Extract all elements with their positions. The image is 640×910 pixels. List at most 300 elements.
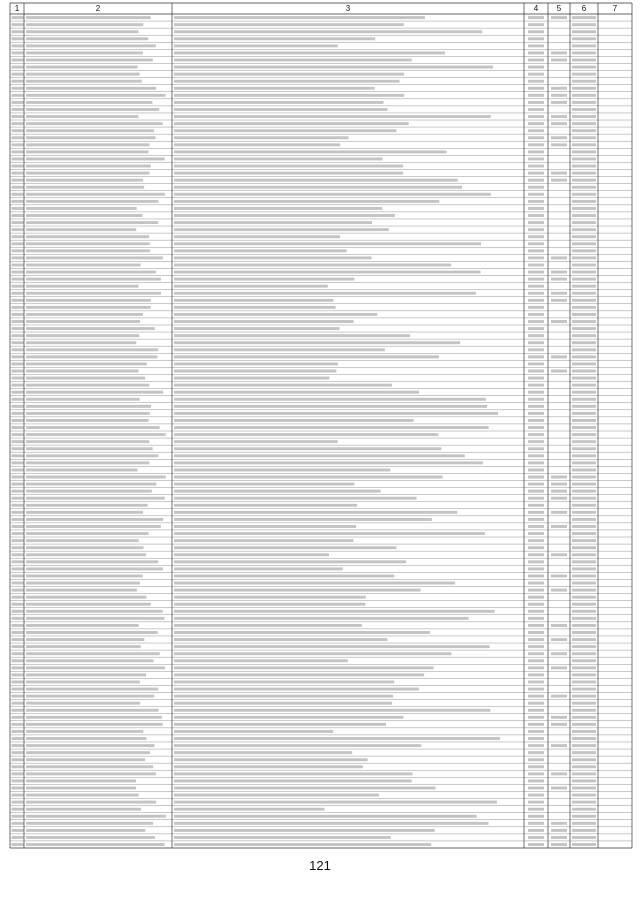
cell-text-placeholder: [26, 518, 163, 521]
cell-text-placeholder: [572, 419, 596, 422]
cell-text-placeholder: [26, 723, 163, 726]
cell-text-placeholder: [26, 377, 145, 380]
cell-text-placeholder: [12, 808, 24, 811]
cell-text-placeholder: [528, 384, 544, 387]
cell-text-placeholder: [174, 779, 412, 782]
cell-text-placeholder: [528, 334, 544, 337]
cell-text-placeholder: [551, 638, 567, 641]
cell-text-placeholder: [572, 794, 596, 797]
cell-text-placeholder: [572, 16, 596, 19]
cell-text-placeholder: [528, 490, 544, 493]
cell-text-placeholder: [12, 723, 24, 726]
cell-text-placeholder: [12, 101, 24, 104]
cell-text-placeholder: [12, 157, 24, 160]
cell-text-placeholder: [572, 271, 596, 274]
cell-text-placeholder: [174, 652, 451, 655]
cell-text-placeholder: [572, 758, 596, 761]
cell-text-placeholder: [26, 391, 163, 394]
cell-text-placeholder: [174, 582, 455, 585]
cell-text-placeholder: [528, 589, 544, 592]
cell-text-placeholder: [572, 172, 596, 175]
cell-text-placeholder: [528, 497, 544, 500]
cell-text-placeholder: [174, 624, 362, 627]
cell-text-placeholder: [12, 200, 24, 203]
cell-text-placeholder: [12, 645, 24, 648]
cell-text-placeholder: [551, 744, 567, 747]
cell-text-placeholder: [26, 370, 138, 373]
cell-text-placeholder: [26, 589, 137, 592]
cell-text-placeholder: [572, 829, 596, 832]
cell-text-placeholder: [174, 638, 387, 641]
cell-text-placeholder: [26, 511, 143, 514]
cell-text-placeholder: [12, 673, 24, 676]
cell-text-placeholder: [528, 744, 544, 747]
cell-text-placeholder: [26, 214, 142, 217]
cell-text-placeholder: [174, 709, 490, 712]
cell-text-placeholder: [572, 398, 596, 401]
cell-text-placeholder: [572, 815, 596, 818]
cell-text-placeholder: [572, 695, 596, 698]
cell-text-placeholder: [572, 617, 596, 620]
cell-text-placeholder: [528, 673, 544, 676]
cell-text-placeholder: [174, 610, 495, 613]
cell-text-placeholder: [572, 108, 596, 111]
cell-text-placeholder: [174, 765, 363, 768]
cell-text-placeholder: [528, 638, 544, 641]
cell-text-placeholder: [174, 377, 329, 380]
cell-text-placeholder: [26, 645, 141, 648]
cell-text-placeholder: [528, 610, 544, 613]
cell-text-placeholder: [174, 172, 403, 175]
cell-text-placeholder: [26, 483, 156, 486]
cell-text-placeholder: [572, 624, 596, 627]
cell-text-placeholder: [528, 313, 544, 316]
cell-text-placeholder: [528, 242, 544, 245]
cell-text-placeholder: [12, 306, 24, 309]
cell-text-placeholder: [551, 511, 567, 514]
cell-text-placeholder: [572, 101, 596, 104]
cell-text-placeholder: [528, 440, 544, 443]
cell-text-placeholder: [572, 680, 596, 683]
cell-text-placeholder: [528, 348, 544, 351]
cell-text-placeholder: [528, 419, 544, 422]
cell-text-placeholder: [12, 165, 24, 168]
cell-text-placeholder: [26, 87, 156, 90]
cell-text-placeholder: [572, 709, 596, 712]
cell-text-placeholder: [528, 645, 544, 648]
cell-text-placeholder: [174, 235, 340, 238]
cell-text-placeholder: [12, 377, 24, 380]
cell-text-placeholder: [174, 617, 468, 620]
cell-text-placeholder: [12, 362, 24, 365]
cell-text-placeholder: [12, 468, 24, 471]
cell-text-placeholder: [528, 511, 544, 514]
header-col-6: 6: [581, 4, 587, 13]
cell-text-placeholder: [572, 80, 596, 83]
cell-text-placeholder: [26, 221, 158, 224]
cell-text-placeholder: [174, 815, 477, 818]
cell-text-placeholder: [174, 115, 491, 118]
cell-text-placeholder: [528, 143, 544, 146]
cell-text-placeholder: [26, 186, 144, 189]
cell-text-placeholder: [26, 582, 140, 585]
cell-text-placeholder: [174, 829, 435, 832]
cell-text-placeholder: [26, 815, 166, 818]
cell-text-placeholder: [174, 136, 348, 139]
cell-text-placeholder: [12, 73, 24, 76]
cell-text-placeholder: [572, 150, 596, 153]
cell-text-placeholder: [12, 702, 24, 705]
cell-text-placeholder: [528, 278, 544, 281]
cell-text-placeholder: [572, 51, 596, 54]
cell-text-placeholder: [551, 822, 567, 825]
header-col-7: 7: [612, 4, 618, 13]
cell-text-placeholder: [528, 709, 544, 712]
cell-text-placeholder: [174, 370, 336, 373]
cell-text-placeholder: [572, 518, 596, 521]
cell-text-placeholder: [174, 23, 404, 26]
cell-text-placeholder: [174, 525, 356, 528]
cell-text-placeholder: [528, 235, 544, 238]
cell-text-placeholder: [572, 447, 596, 450]
cell-text-placeholder: [572, 66, 596, 69]
cell-text-placeholder: [26, 631, 158, 634]
cell-text-placeholder: [572, 765, 596, 768]
cell-text-placeholder: [551, 695, 567, 698]
cell-text-placeholder: [26, 334, 139, 337]
cell-text-placeholder: [174, 504, 357, 507]
cell-text-placeholder: [12, 688, 24, 691]
cell-text-placeholder: [572, 716, 596, 719]
cell-text-placeholder: [174, 221, 372, 224]
cell-text-placeholder: [572, 645, 596, 648]
cell-text-placeholder: [572, 483, 596, 486]
cell-text-placeholder: [26, 617, 164, 620]
cell-text-placeholder: [26, 454, 159, 457]
cell-text-placeholder: [26, 574, 143, 577]
cell-text-placeholder: [174, 228, 389, 231]
cell-text-placeholder: [174, 214, 395, 217]
cell-text-placeholder: [528, 179, 544, 182]
cell-text-placeholder: [26, 150, 148, 153]
cell-text-placeholder: [551, 172, 567, 175]
cell-text-placeholder: [572, 143, 596, 146]
cell-text-placeholder: [174, 242, 481, 245]
cell-text-placeholder: [12, 150, 24, 153]
cell-text-placeholder: [572, 377, 596, 380]
cell-text-placeholder: [26, 490, 152, 493]
cell-text-placeholder: [572, 532, 596, 535]
cell-text-placeholder: [551, 87, 567, 90]
cell-text-placeholder: [528, 172, 544, 175]
cell-text-placeholder: [26, 666, 165, 669]
cell-text-placeholder: [26, 751, 150, 754]
cell-text-placeholder: [174, 200, 439, 203]
cell-text-placeholder: [12, 80, 24, 83]
cell-text-placeholder: [528, 603, 544, 606]
cell-text-placeholder: [174, 87, 375, 90]
cell-text-placeholder: [572, 666, 596, 669]
cell-text-placeholder: [12, 751, 24, 754]
cell-text-placeholder: [26, 794, 139, 797]
cell-text-placeholder: [26, 278, 161, 281]
cell-text-placeholder: [572, 412, 596, 415]
cell-text-placeholder: [528, 292, 544, 295]
cell-text-placeholder: [12, 59, 24, 62]
cell-text-placeholder: [572, 214, 596, 217]
cell-text-placeholder: [12, 122, 24, 125]
cell-text-placeholder: [528, 59, 544, 62]
cell-text-placeholder: [174, 567, 343, 570]
cell-text-placeholder: [174, 412, 498, 415]
cell-text-placeholder: [572, 30, 596, 33]
cell-text-placeholder: [572, 560, 596, 563]
cell-text-placeholder: [528, 546, 544, 549]
cell-text-placeholder: [174, 836, 391, 839]
cell-text-placeholder: [174, 320, 354, 323]
cell-text-placeholder: [528, 772, 544, 775]
cell-text-placeholder: [528, 779, 544, 782]
cell-text-placeholder: [528, 483, 544, 486]
cell-text-placeholder: [26, 638, 144, 641]
cell-text-placeholder: [174, 285, 328, 288]
cell-text-placeholder: [26, 673, 146, 676]
cell-text-placeholder: [572, 822, 596, 825]
cell-text-placeholder: [572, 461, 596, 464]
cell-text-placeholder: [572, 673, 596, 676]
cell-text-placeholder: [572, 744, 596, 747]
cell-text-placeholder: [551, 525, 567, 528]
cell-text-placeholder: [551, 589, 567, 592]
cell-text-placeholder: [26, 560, 158, 563]
cell-text-placeholder: [12, 440, 24, 443]
cell-text-placeholder: [12, 567, 24, 570]
cell-text-placeholder: [572, 186, 596, 189]
cell-text-placeholder: [174, 511, 457, 514]
cell-text-placeholder: [572, 539, 596, 542]
cell-text-placeholder: [528, 454, 544, 457]
cell-text-placeholder: [12, 299, 24, 302]
cell-text-placeholder: [12, 652, 24, 655]
cell-text-placeholder: [26, 426, 160, 429]
cell-text-placeholder: [572, 843, 596, 846]
cell-text-placeholder: [528, 228, 544, 231]
cell-text-placeholder: [528, 426, 544, 429]
cell-text-placeholder: [174, 405, 487, 408]
cell-text-placeholder: [26, 779, 136, 782]
cell-text-placeholder: [174, 702, 392, 705]
cell-text-placeholder: [572, 278, 596, 281]
cell-text-placeholder: [12, 66, 24, 69]
cell-text-placeholder: [26, 136, 156, 139]
cell-text-placeholder: [12, 271, 24, 274]
cell-text-placeholder: [12, 193, 24, 196]
cell-text-placeholder: [26, 44, 156, 47]
cell-text-placeholder: [26, 249, 150, 252]
cell-text-placeholder: [12, 186, 24, 189]
cell-text-placeholder: [572, 115, 596, 118]
cell-text-placeholder: [551, 843, 567, 846]
cell-text-placeholder: [528, 16, 544, 19]
cell-text-placeholder: [26, 129, 154, 132]
cell-text-placeholder: [26, 271, 156, 274]
cell-text-placeholder: [551, 355, 567, 358]
cell-text-placeholder: [572, 87, 596, 90]
cell-text-placeholder: [572, 355, 596, 358]
cell-text-placeholder: [12, 136, 24, 139]
cell-text-placeholder: [528, 271, 544, 274]
cell-text-placeholder: [528, 122, 544, 125]
cell-text-placeholder: [528, 695, 544, 698]
cell-text-placeholder: [26, 143, 150, 146]
cell-text-placeholder: [26, 461, 149, 464]
cell-text-placeholder: [572, 327, 596, 330]
cell-text-placeholder: [551, 122, 567, 125]
cell-text-placeholder: [174, 186, 462, 189]
cell-text-placeholder: [26, 228, 136, 231]
cell-text-placeholder: [528, 688, 544, 691]
cell-text-placeholder: [174, 292, 476, 295]
cell-text-placeholder: [528, 730, 544, 733]
cell-text-placeholder: [26, 242, 150, 245]
cell-text-placeholder: [174, 143, 340, 146]
cell-text-placeholder: [26, 23, 143, 26]
cell-text-placeholder: [572, 638, 596, 641]
cell-text-placeholder: [174, 673, 424, 676]
cell-text-placeholder: [174, 645, 490, 648]
cell-text-placeholder: [528, 186, 544, 189]
cell-text-placeholder: [26, 688, 158, 691]
cell-text-placeholder: [528, 44, 544, 47]
cell-text-placeholder: [174, 355, 439, 358]
header-col-4: 4: [533, 4, 539, 13]
cell-text-placeholder: [12, 51, 24, 54]
cell-text-placeholder: [528, 574, 544, 577]
cell-text-placeholder: [528, 723, 544, 726]
cell-text-placeholder: [572, 179, 596, 182]
cell-text-placeholder: [174, 497, 417, 500]
cell-text-placeholder: [174, 80, 399, 83]
cell-text-placeholder: [174, 490, 381, 493]
cell-text-placeholder: [26, 263, 141, 266]
cell-text-placeholder: [528, 157, 544, 160]
cell-text-placeholder: [174, 794, 379, 797]
cell-text-placeholder: [12, 44, 24, 47]
cell-text-placeholder: [572, 659, 596, 662]
cell-text-placeholder: [12, 242, 24, 245]
cell-text-placeholder: [572, 129, 596, 132]
cell-text-placeholder: [12, 426, 24, 429]
cell-text-placeholder: [26, 532, 149, 535]
cell-text-placeholder: [528, 377, 544, 380]
cell-text-placeholder: [551, 320, 567, 323]
cell-text-placeholder: [174, 787, 436, 790]
cell-text-placeholder: [26, 829, 145, 832]
cell-text-placeholder: [528, 263, 544, 266]
cell-text-placeholder: [572, 263, 596, 266]
cell-text-placeholder: [26, 716, 162, 719]
cell-text-placeholder: [174, 666, 434, 669]
cell-text-placeholder: [174, 483, 354, 486]
cell-text-placeholder: [12, 596, 24, 599]
cell-text-placeholder: [26, 468, 138, 471]
cell-text-placeholder: [12, 355, 24, 358]
cell-text-placeholder: [12, 391, 24, 394]
cell-text-placeholder: [572, 242, 596, 245]
cell-text-placeholder: [174, 454, 465, 457]
cell-text-placeholder: [572, 157, 596, 160]
cell-text-placeholder: [174, 59, 412, 62]
cell-text-placeholder: [174, 129, 396, 132]
cell-text-placeholder: [174, 476, 443, 479]
cell-text-placeholder: [12, 30, 24, 33]
cell-text-placeholder: [12, 631, 24, 634]
cell-text-placeholder: [528, 787, 544, 790]
cell-text-placeholder: [26, 801, 156, 804]
cell-text-placeholder: [174, 822, 488, 825]
cell-text-placeholder: [26, 94, 166, 97]
cell-text-placeholder: [528, 751, 544, 754]
cell-text-placeholder: [26, 695, 154, 698]
cell-text-placeholder: [174, 278, 354, 281]
cell-text-placeholder: [572, 730, 596, 733]
cell-text-placeholder: [26, 80, 142, 83]
cell-text-placeholder: [174, 539, 353, 542]
cell-text-placeholder: [572, 23, 596, 26]
cell-text-placeholder: [174, 16, 425, 19]
cell-text-placeholder: [12, 341, 24, 344]
cell-text-placeholder: [12, 115, 24, 118]
cell-text-placeholder: [26, 51, 143, 54]
cell-text-placeholder: [528, 815, 544, 818]
cell-text-placeholder: [12, 518, 24, 521]
cell-text-placeholder: [551, 59, 567, 62]
cell-text-placeholder: [12, 539, 24, 542]
cell-text-placeholder: [26, 765, 153, 768]
cell-text-placeholder: [551, 292, 567, 295]
cell-text-placeholder: [528, 447, 544, 450]
cell-text-placeholder: [528, 539, 544, 542]
cell-text-placeholder: [174, 744, 421, 747]
cell-text-placeholder: [26, 327, 155, 330]
cell-text-placeholder: [528, 249, 544, 252]
cell-text-placeholder: [528, 115, 544, 118]
cell-text-placeholder: [572, 476, 596, 479]
cell-text-placeholder: [528, 221, 544, 224]
cell-text-placeholder: [26, 709, 159, 712]
cell-text-placeholder: [572, 574, 596, 577]
cell-text-placeholder: [572, 256, 596, 259]
cell-text-placeholder: [174, 327, 340, 330]
cell-text-placeholder: [174, 680, 394, 683]
cell-text-placeholder: [528, 652, 544, 655]
cell-text-placeholder: [12, 553, 24, 556]
cell-text-placeholder: [528, 822, 544, 825]
cell-text-placeholder: [572, 73, 596, 76]
cell-text-placeholder: [572, 348, 596, 351]
cell-text-placeholder: [572, 370, 596, 373]
cell-text-placeholder: [174, 758, 368, 761]
cell-text-placeholder: [551, 136, 567, 139]
cell-text-placeholder: [528, 101, 544, 104]
cell-text-placeholder: [572, 384, 596, 387]
cell-text-placeholder: [528, 87, 544, 90]
cell-text-placeholder: [12, 207, 24, 210]
cell-text-placeholder: [174, 468, 390, 471]
cell-text-placeholder: [174, 391, 419, 394]
cell-text-placeholder: [12, 16, 24, 19]
cell-text-placeholder: [12, 256, 24, 259]
